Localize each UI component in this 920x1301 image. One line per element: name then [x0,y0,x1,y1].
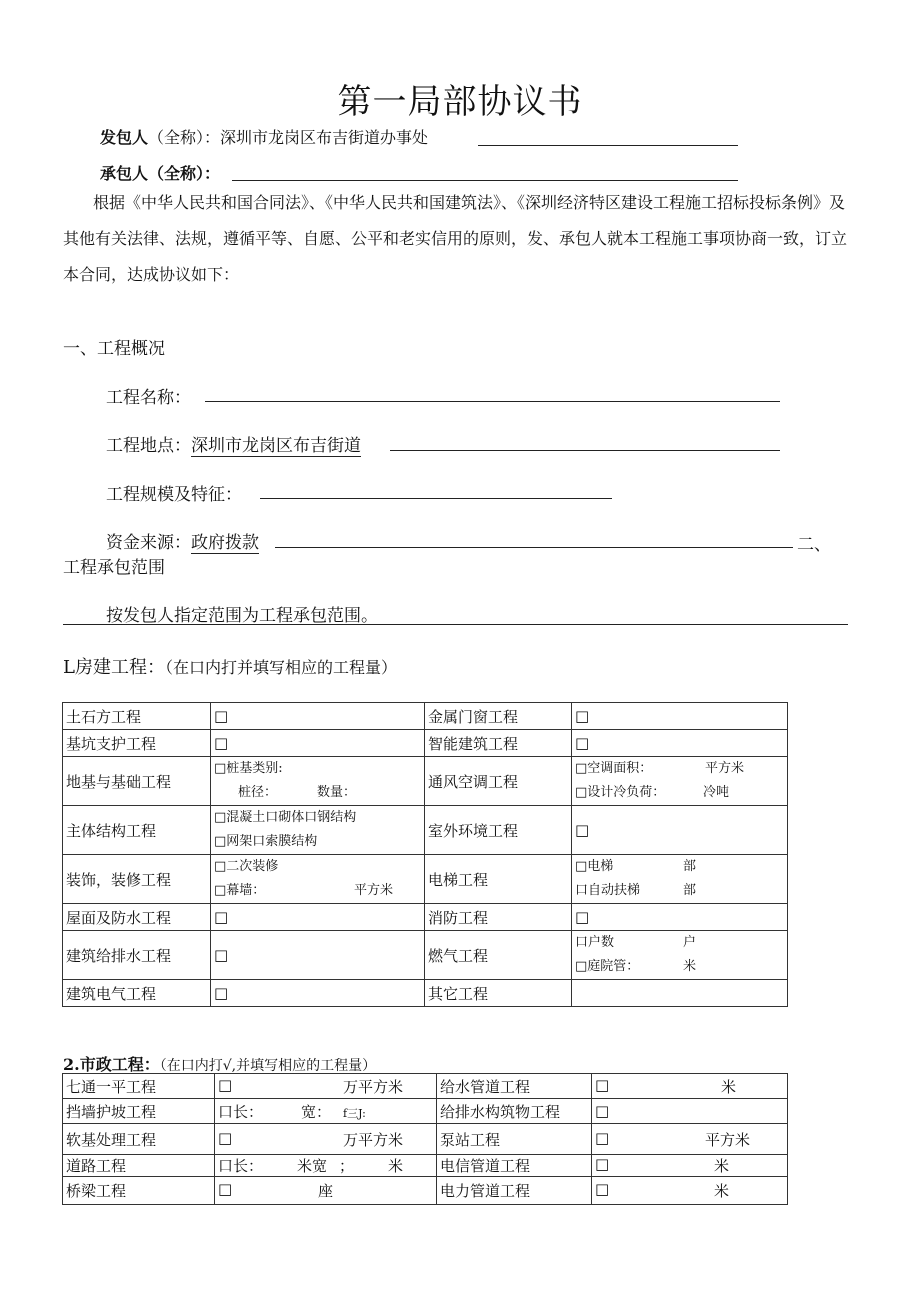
unit-label: 平方米 [704,1130,750,1149]
table-row [63,1099,788,1124]
curtain-wall-option[interactable]: □幕墙： [214,883,266,898]
checkbox-mark[interactable]: □ [218,1128,233,1147]
unit-label: 米 [720,1077,736,1096]
width-label: 米宽 [297,1157,328,1175]
checkbox-cell[interactable]: □ [572,730,788,757]
project-location-field[interactable] [390,450,780,451]
row-label: 七通一平工程 [63,1074,215,1099]
preamble-paragraph: 根据《中华人民共和国合同法》、《中华人民共和国建筑法》、《深圳经济特区建设工程施工招标投标条例》及其他有关法律、法规，遵循平等、自愿、公平和老实信用的原则，发、承包人就本工程施工事项协商一致，订立本合同，达成协议如下： [63,193,848,284]
checkbox-cell[interactable]: □ [211,931,425,980]
section-overview-heading: 一、工程概况 [63,339,165,359]
table-row [63,931,788,980]
employer-line [100,125,428,148]
section-scope-heading-a: 二、 [797,535,831,555]
building-hint: （在口内打并填写相应的工程量） [164,658,397,677]
employer-fullname-label: （全称）： [148,128,221,147]
row-label: 地基与基础工程 [63,757,211,806]
document-title: 第一局部协议书 [337,82,583,122]
scope-divider [63,624,848,625]
table-row [63,1155,788,1177]
quantity-cell[interactable] [592,1124,788,1155]
row-label: 建筑给排水工程 [63,931,211,980]
structure-options[interactable] [211,806,425,855]
row-label: 土石方工程 [63,703,211,730]
ac-area-option[interactable]: □空调面积： [575,761,653,776]
courtyard-pipe-unit: 米 [682,959,696,974]
table-row [63,757,788,806]
project-location-label: 工程地点： [106,436,191,456]
structure-option-2[interactable]: □网架口索膜结构 [214,834,318,849]
project-location-line [106,431,361,456]
fund-source-field[interactable] [275,547,793,548]
row-label: 基坑支护工程 [63,730,211,757]
escalator-option[interactable]: 口自动扶梯 [575,883,641,898]
row-label: 给水管道工程 [437,1074,592,1099]
checkbox-cell[interactable]: □ [211,730,425,757]
hvac-options[interactable] [572,757,788,806]
quantity-cell[interactable] [215,1177,437,1205]
checkbox-cell[interactable]: □ [211,703,425,730]
checkbox-cell[interactable]: □ [572,806,788,855]
table-row [63,730,788,757]
municipal-works-table [62,1073,788,1205]
checkbox-cell[interactable]: □ [211,980,425,1007]
row-label: 室外环境工程 [425,806,572,855]
quantity-cell[interactable] [215,1124,437,1155]
row-label: 桥梁工程 [63,1177,215,1205]
project-location-value: 深圳市龙岗区布吉街道 [191,436,361,456]
municipal-hint: （在口内打√,并填写相应的工程量） [159,1058,377,1074]
structure-option-1[interactable]: □混凝土口砌体口钢结构 [214,810,357,825]
quantity-cell[interactable] [592,1177,788,1205]
cooling-load-unit: 冷吨 [702,785,729,800]
table-row [63,703,788,730]
fund-source-line [106,528,259,553]
checkbox-cell[interactable]: □ [572,703,788,730]
table-row [63,904,788,931]
employer-name: 深圳市龙岗区布吉街道办事处 [220,128,429,147]
other-works-field[interactable] [572,980,788,1007]
project-scale-label: 工程规模及特征： [106,485,242,505]
cooling-load-option[interactable]: □设计冷负荷： [575,785,666,800]
checkbox-mark[interactable]: □ [595,1155,610,1173]
quantity-cell[interactable] [215,1155,437,1177]
row-label: 电信管道工程 [437,1155,592,1177]
length-option[interactable]: 口长： [218,1157,264,1175]
unit-label: 米 [713,1157,729,1175]
section-scope-heading-b: 工程承包范围 [63,558,165,578]
gas-options[interactable] [572,931,788,980]
pile-count-label: 数量： [317,785,357,800]
checkbox-cell[interactable]: □ [211,904,425,931]
pile-diameter-label: 桩径： [238,785,278,800]
building-works-table [62,702,788,1007]
row-label: 消防工程 [425,904,572,931]
row-label: 泵站工程 [437,1124,592,1155]
quantity-cell[interactable] [215,1074,437,1099]
contractor-name-field[interactable] [232,180,738,181]
row-label: 软基处理工程 [63,1124,215,1155]
length-option[interactable]: 口长： [218,1102,264,1121]
row-label: 给排水构筑物工程 [437,1099,592,1124]
checkbox-mark[interactable]: □ [218,1180,233,1198]
width-label: 宽： [301,1102,332,1121]
municipal-heading: 2.市政工程： [63,1055,160,1074]
row-label: 建筑电气工程 [63,980,211,1007]
courtyard-pipe-option[interactable]: □庭院管： [575,959,640,974]
decoration-options[interactable] [211,855,425,904]
table-row [63,980,788,1007]
row-label: 电力管道工程 [437,1177,592,1205]
row-label: 电梯工程 [425,855,572,904]
municipal-heading-line [63,1052,376,1075]
elevator-options[interactable] [572,855,788,904]
row-label: 主体结构工程 [63,806,211,855]
row-label: 智能建筑工程 [425,730,572,757]
employer-underline [478,145,738,146]
foundation-options[interactable] [211,757,425,806]
row-label: 金属门窗工程 [425,703,572,730]
building-heading: L房建工程： [63,657,165,678]
row-label: 挡墙护坡工程 [63,1099,215,1124]
row-label: 通风空调工程 [425,757,572,806]
elevator-option[interactable]: □电梯 [575,859,614,874]
checkbox-cell[interactable]: □ [572,904,788,931]
elevator-unit: 部 [682,859,696,874]
row-label: 道路工程 [63,1155,215,1177]
project-name-label: 工程名称： [106,388,191,408]
building-heading-line [63,653,397,679]
project-name-field[interactable] [205,401,780,402]
row-label: 屋面及防水工程 [63,904,211,931]
table-row [63,1124,788,1155]
table-row [63,1074,788,1099]
unit-label: 万平方米 [342,1130,403,1149]
checkbox-mark[interactable]: □ [218,1075,233,1094]
unit-label: 座 [317,1182,333,1200]
unit-label: 米 [713,1182,729,1200]
escalator-unit: 部 [682,883,696,898]
ac-area-unit: 平方米 [704,761,744,776]
household-count-option[interactable]: 口户数 [575,935,615,950]
unit-label: 米 [387,1157,403,1175]
unit-label: 万平方米 [342,1077,403,1096]
fund-source-value: 政府拨款 [191,533,259,553]
scope-text: 按发包人指定范围为工程承包范围。 [106,606,378,626]
secondary-decoration-option[interactable]: □二次装修 [214,859,279,874]
checkbox-mark[interactable]: □ [595,1180,610,1198]
row-label: 燃气工程 [425,931,572,980]
pile-type-option[interactable]: □桩基类别: [214,761,283,776]
checkbox-cell[interactable]: □ [592,1099,788,1124]
contractor-label: 承包人（全称）： [100,164,221,183]
curtain-wall-unit: 平方米 [353,883,393,898]
checkbox-mark[interactable]: □ [595,1128,610,1147]
employer-label: 发包人 [100,128,149,147]
quantity-cell[interactable] [592,1074,788,1099]
table-row [63,1177,788,1205]
row-label: 其它工程 [425,980,572,1007]
separator: ； [339,1157,355,1175]
checkbox-mark[interactable]: □ [595,1075,610,1094]
household-unit: 户 [682,935,696,950]
height-label: f三J: [343,1106,366,1120]
quantity-cell[interactable] [215,1099,437,1124]
table-row [63,855,788,904]
fund-source-label: 资金来源： [106,533,191,553]
row-label: 装饰，装修工程 [63,855,211,904]
quantity-cell[interactable] [592,1155,788,1177]
project-scale-field[interactable] [260,498,612,499]
table-row [63,806,788,855]
